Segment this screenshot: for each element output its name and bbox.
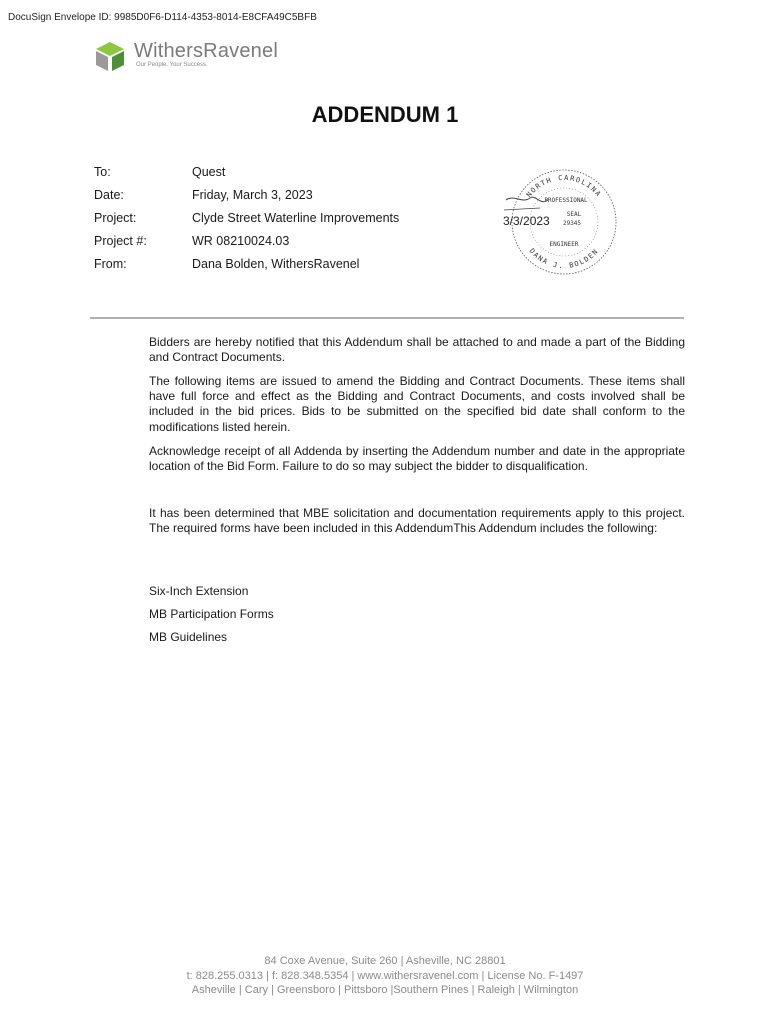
memo-value: Clyde Street Waterline Improvements — [192, 211, 400, 225]
list-item: Six-Inch Extension — [149, 584, 249, 598]
memo-value: Dana Bolden, WithersRavenel — [192, 257, 360, 271]
memo-row-from — [94, 256, 474, 279]
memo-label: Project: — [94, 211, 137, 225]
memo-label: From: — [94, 257, 127, 271]
seal-state-text: NORTH CAROLINA — [524, 173, 604, 199]
memo-value: WR 08210024.03 — [192, 234, 290, 248]
footer-address: 84 Coxe Avenue, Suite 260 | Asheville, NC 28801 — [264, 955, 506, 967]
memo-label: To: — [94, 165, 111, 179]
page-footer — [0, 954, 770, 998]
paragraph-amendment: The following items are issued to amend the Bidding and Contract Documents. These items shall have full force and effect as the Bidding and Contract Documents, and costs involved shall be included in the bid prices. Bids to be submitted on the specified bid date shall conform to the modifications listed herein. — [149, 374, 685, 434]
seal-name-text: DANA J. BOLDEN — [527, 247, 601, 271]
memo-label: Date: — [94, 188, 124, 202]
memo-header — [94, 164, 474, 279]
memo-value: Quest — [192, 165, 226, 179]
paragraph-notice: Bidders are hereby notified that this Addendum shall be attached to and made a part of the Bidding and Contract Documents. — [149, 335, 685, 365]
docusign-envelope-id: DocuSign Envelope ID: 9985D0F6-D114-4353-8014-E8CFA49C5BFB — [8, 12, 317, 23]
memo-value: Friday, March 3, 2023 — [192, 188, 313, 202]
footer-contact: t: 828.255.0313 | f: 828.348.5354 | www.withersravenel.com | License No. F-1497 — [186, 969, 584, 982]
paragraph-acknowledge: Acknowledge receipt of all Addenda by inserting the Addendum number and date in the appropriate location of the Bid Form. Failure to do so may subject the bidder to disqualification. — [149, 444, 685, 474]
addendum-items-list — [149, 583, 274, 652]
logo-name: WithersRavenel — [134, 40, 278, 62]
company-logo — [94, 40, 294, 74]
seal-engineer-text: ENGINEER — [549, 241, 579, 248]
document-title: ADDENDUM 1 — [311, 102, 459, 127]
list-item: MB Guidelines — [149, 630, 228, 644]
logo-tagline: Our People. Your Success. — [136, 62, 208, 68]
seal-number: 29345 — [562, 220, 582, 227]
memo-row-project-number — [94, 233, 474, 256]
header-divider — [90, 317, 684, 319]
memo-row-project — [94, 210, 474, 233]
memo-row-to — [94, 164, 474, 187]
memo-row-date — [94, 187, 474, 210]
list-item: MB Participation Forms — [149, 607, 274, 621]
seal-professional-text: PROFESSIONAL — [544, 197, 588, 204]
logo-cube-icon — [94, 40, 126, 72]
paragraph-mbe: It has been determined that MBE solicitation and documentation requirements apply to this project. The required forms have been included in this AddendumThis Addendum includes the following: — [149, 506, 685, 536]
signature-line — [504, 208, 540, 210]
signature-scribble — [506, 197, 548, 202]
footer-offices: Asheville | Cary | Greensboro | Pittsboro |Southern Pines | Raleigh | Wilmington — [191, 984, 579, 996]
memo-label: Project #: — [94, 234, 147, 248]
signed-date: 3/3/2023 — [503, 214, 550, 228]
seal-word: SEAL — [566, 211, 582, 218]
